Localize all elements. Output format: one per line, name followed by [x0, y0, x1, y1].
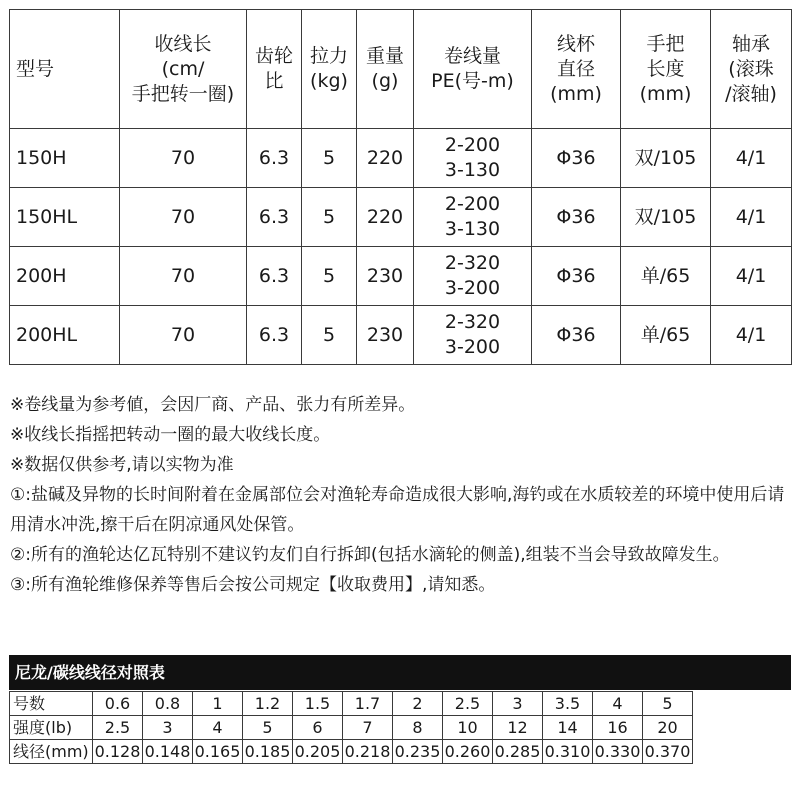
- cell-bearings: 4/1: [711, 247, 792, 306]
- row-label: 号数: [10, 692, 93, 716]
- cell-gear-ratio: 6.3: [247, 306, 302, 365]
- cell-gear-ratio: 6.3: [247, 247, 302, 306]
- line-cell: 7: [343, 716, 393, 740]
- cell-line-retrieve: 70: [120, 247, 247, 306]
- row-label: 线径(mm): [10, 740, 93, 764]
- cell-drag: 5: [302, 129, 357, 188]
- cell-model: 150HL: [10, 188, 120, 247]
- line-cell: 2.5: [443, 692, 493, 716]
- cell-gear-ratio: 6.3: [247, 129, 302, 188]
- header-gear-ratio: 齿轮 比: [247, 10, 302, 129]
- cell-line-capacity: 2-320 3-200: [414, 306, 532, 365]
- line-cell: 20: [643, 716, 693, 740]
- cell-handle-length: 单/65: [621, 306, 711, 365]
- line-diameter-table: [9, 691, 693, 764]
- line-cell: 1: [193, 692, 243, 716]
- table-row: [10, 129, 792, 188]
- cell-spool-diameter: Φ36: [532, 247, 621, 306]
- row-label: 强度(lb): [10, 716, 93, 740]
- notes-section: [10, 390, 790, 600]
- line-cell: 0.205: [293, 740, 343, 764]
- cell-handle-length: 单/65: [621, 247, 711, 306]
- table-row: [10, 247, 792, 306]
- cell-line-capacity: 2-200 3-130: [414, 188, 532, 247]
- header-drag: 拉力 (kg): [302, 10, 357, 129]
- line-cell: 3: [493, 692, 543, 716]
- line-cell: 4: [193, 716, 243, 740]
- line-cell: 3.5: [543, 692, 593, 716]
- note-reference: ※数据仅供参考,请以实物为准: [10, 455, 234, 475]
- line-cell: 10: [443, 716, 493, 740]
- header-weight: 重量 (g): [357, 10, 414, 129]
- line-cell: 0.165: [193, 740, 243, 764]
- line-cell: 0.310: [543, 740, 593, 764]
- cell-model: 200HL: [10, 306, 120, 365]
- cell-model: 150H: [10, 129, 120, 188]
- line-row-strength: [10, 716, 693, 740]
- line-cell: 0.185: [243, 740, 293, 764]
- header-bearings: 轴承 (滚珠 /滚轴): [711, 10, 792, 129]
- table-row: [10, 306, 792, 365]
- note-retrieve: ※收线长指摇把转动一圈的最大收线长度。: [10, 425, 331, 445]
- line-cell: 4: [593, 692, 643, 716]
- spec-header-row: [10, 10, 792, 129]
- cell-spool-diameter: Φ36: [532, 306, 621, 365]
- line-cell: 8: [393, 716, 443, 740]
- header-model: 型号: [10, 10, 120, 129]
- line-cell: 0.285: [493, 740, 543, 764]
- cell-drag: 5: [302, 306, 357, 365]
- line-row-diameter: [10, 740, 693, 764]
- note-service-fee: ③:所有渔轮维修保养等售后会按公司规定【收取费用】,请知悉。: [10, 575, 496, 595]
- note-capacity: ※卷线量为参考値，会因厂商、产品、张力有所差异。: [10, 395, 416, 415]
- line-cell: 14: [543, 716, 593, 740]
- line-cell: 1.2: [243, 692, 293, 716]
- line-cell: 0.260: [443, 740, 493, 764]
- line-cell: 0.8: [143, 692, 193, 716]
- cell-line-capacity: 2-320 3-200: [414, 247, 532, 306]
- header-spool-diameter: 线杯 直径 (mm): [532, 10, 621, 129]
- line-cell: 3: [143, 716, 193, 740]
- cell-model: 200H: [10, 247, 120, 306]
- cell-weight: 220: [357, 129, 414, 188]
- cell-handle-length: 双/105: [621, 188, 711, 247]
- line-cell: 12: [493, 716, 543, 740]
- cell-spool-diameter: Φ36: [532, 188, 621, 247]
- line-cell: 5: [643, 692, 693, 716]
- line-cell: 6: [293, 716, 343, 740]
- header-line-retrieve: 收线长 (cm/ 手把转一圈): [120, 10, 247, 129]
- line-cell: 0.235: [393, 740, 443, 764]
- line-row-size: [10, 692, 693, 716]
- line-cell: 2: [393, 692, 443, 716]
- line-cell: 1.5: [293, 692, 343, 716]
- line-cell: 0.330: [593, 740, 643, 764]
- line-cell: 0.218: [343, 740, 393, 764]
- cell-weight: 220: [357, 188, 414, 247]
- note-disassembly: ②:所有的渔轮达亿瓦特别不建议钓友们自行拆卸(包括水滴轮的侧盖),组装不当会导致故障发生。: [10, 545, 730, 565]
- cell-handle-length: 双/105: [621, 129, 711, 188]
- line-cell: 5: [243, 716, 293, 740]
- cell-line-retrieve: 70: [120, 306, 247, 365]
- cell-bearings: 4/1: [711, 306, 792, 365]
- line-cell: 0.6: [93, 692, 143, 716]
- note-maintenance: ①:盐碱及异物的长时间附着在金属部位会对渔轮寿命造成很大影响,海钓或在水质较差的环境中使用后请用清水冲洗,擦干后在阴凉通风处保管。: [10, 485, 785, 535]
- cell-line-capacity: 2-200 3-130: [414, 129, 532, 188]
- line-cell: 0.128: [93, 740, 143, 764]
- cell-drag: 5: [302, 247, 357, 306]
- cell-weight: 230: [357, 247, 414, 306]
- line-cell: 16: [593, 716, 643, 740]
- line-table-title: 尼龙/碳线线径对照表: [9, 655, 791, 690]
- line-cell: 0.148: [143, 740, 193, 764]
- cell-line-retrieve: 70: [120, 188, 247, 247]
- table-row: [10, 188, 792, 247]
- line-cell: 1.7: [343, 692, 393, 716]
- spec-table: [9, 9, 792, 365]
- cell-drag: 5: [302, 188, 357, 247]
- header-line-capacity: 卷线量 PE(号-m): [414, 10, 532, 129]
- line-cell: 0.370: [643, 740, 693, 764]
- cell-gear-ratio: 6.3: [247, 188, 302, 247]
- header-handle-length: 手把 长度 (mm): [621, 10, 711, 129]
- cell-bearings: 4/1: [711, 129, 792, 188]
- cell-spool-diameter: Φ36: [532, 129, 621, 188]
- line-cell: 2.5: [93, 716, 143, 740]
- cell-weight: 230: [357, 306, 414, 365]
- cell-line-retrieve: 70: [120, 129, 247, 188]
- cell-bearings: 4/1: [711, 188, 792, 247]
